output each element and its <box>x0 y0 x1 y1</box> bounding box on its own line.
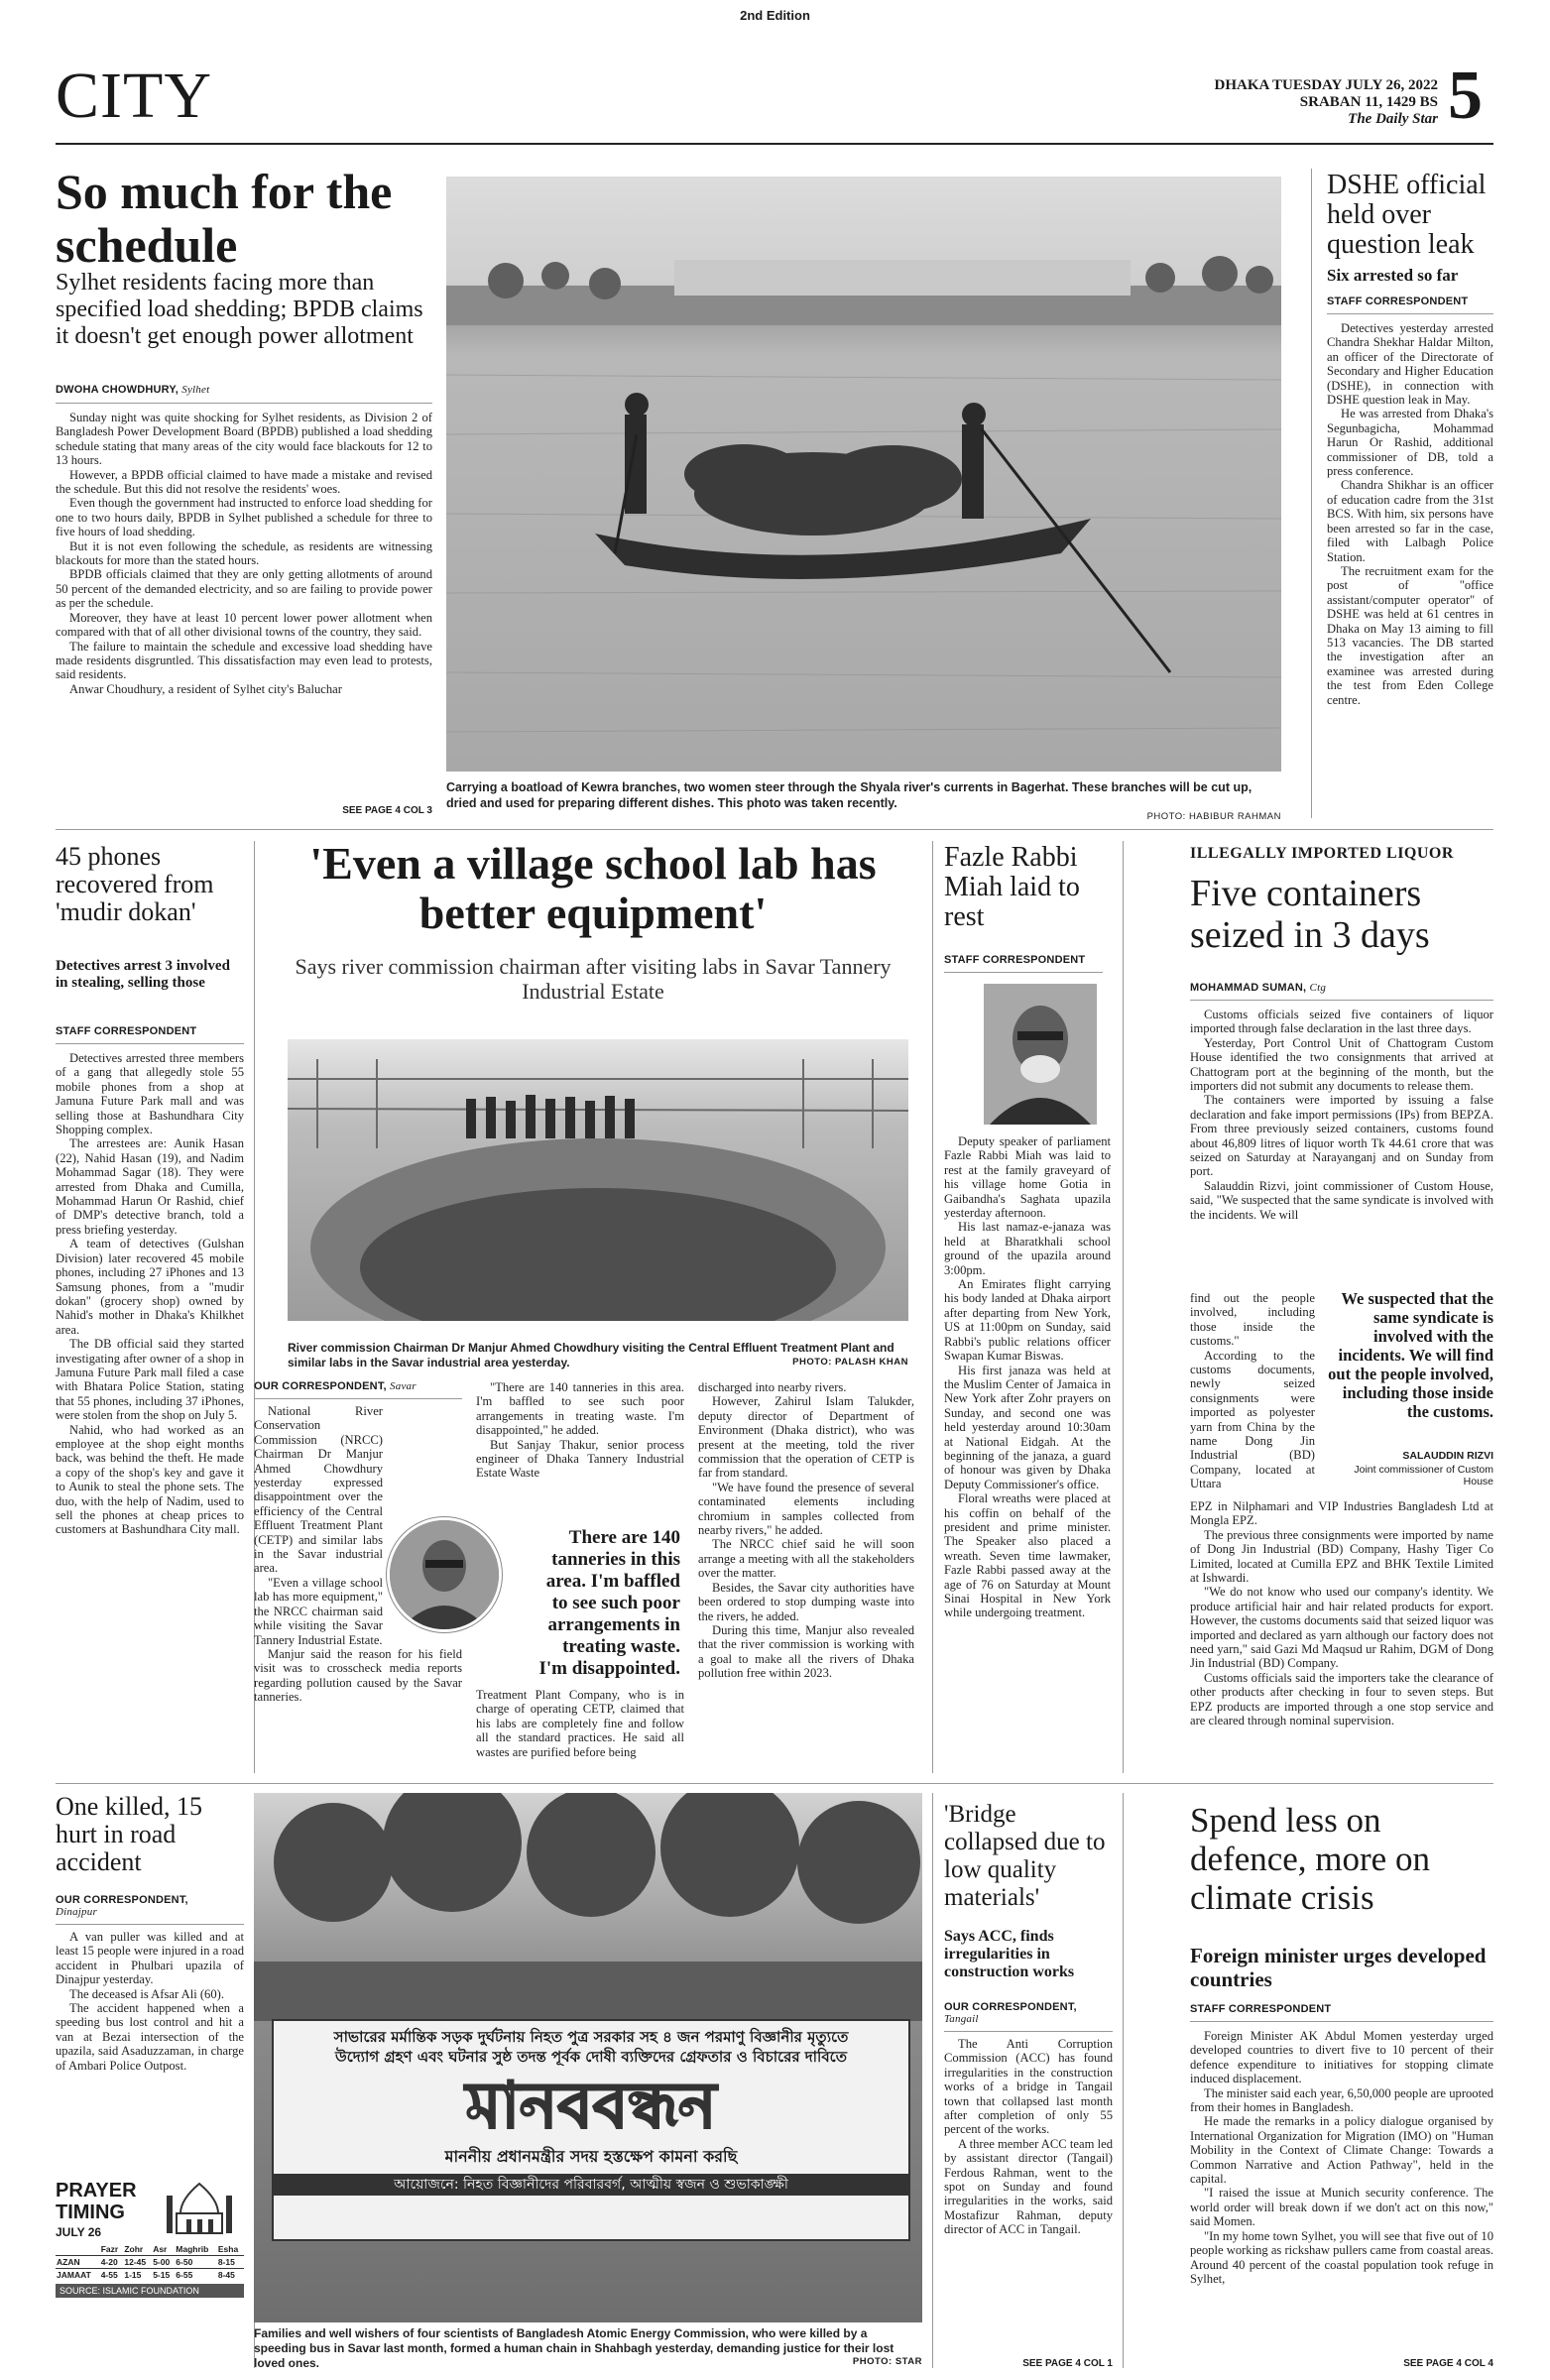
paragraph: "There are 140 tanneries in this area. I'm baffled to see such poor arrangements in treating waste. I'm disappointed," he added. <box>476 1380 684 1438</box>
prayer-date: JULY 26 <box>56 2225 102 2239</box>
fazle-body <box>944 1134 1111 1620</box>
paragraph: The previous three consignments were imported by name of Dong Jin Industrial (BD) Company, Hashy Tiger Co Limited, located at Cumilla EPZ and BHK Textile Limited at Ishwardi. <box>1190 1527 1493 1586</box>
phones-body <box>56 1051 244 1537</box>
paragraph: Yesterday, Port Control Unit of Chattogram Custom House identified the two consignments that arrived at Chattogram port at the beginning of the month, but the importers did not submit any documents to release them. <box>1190 1035 1493 1094</box>
liquor-body-top <box>1190 1008 1493 1222</box>
paragraph: The arrestees are: Aunik Hasan (22), Nahid Hasan (19), and Nadim Mohammad Sagar (18). They were arrested from Dhaka and Cumilla, Mohammad Harun Or Rashid, chief of DMP's detective branch, told a press briefing yesterday. <box>56 1136 244 1237</box>
divider <box>56 1043 244 1044</box>
climate-byline: STAFF CORRESPONDENT <box>1190 2003 1332 2015</box>
tannery-body-col2 <box>476 1380 684 1481</box>
protest-banner <box>272 2019 910 2241</box>
bridge-body <box>944 2037 1113 2237</box>
paragraph: Nahid, who had worked as an employee at the shop eight months back, was behind the theft. He made a copy of the shop's key and gave it to Aunik to steal the phone sets. The duo, with the help of Nadim, used to sell the phones at cheap prices to customers at Bashundhara City mall. <box>56 1422 244 1537</box>
tannery-headline: 'Even a village school lab has better equipment' <box>309 838 877 938</box>
liquor-body-narrow <box>1190 1291 1315 1491</box>
boat-photo-credit: PHOTO: HABIBUR RAHMAN <box>1146 811 1281 822</box>
dshe-headline: DSHE official held over question leak <box>1327 170 1487 260</box>
paragraph: "In my home town Sylhet, you will see that five out of 10 people working as rickshaw pullers came from coastal areas. Around 40 percent of the coastal population took refuge in Sylhet, <box>1190 2228 1493 2286</box>
byline-place: Tangail <box>944 2013 979 2025</box>
paragraph: The accident happened when a speeding bus lost control and hit a van at Bezai intersection of the upazila, said Asaduzzaman, in charge of Ambari Police Outpost. <box>56 2001 244 2073</box>
prayer-cell: 5-00 <box>153 2257 171 2267</box>
paragraph: A three member ACC team led by assistant director (Tangail) Ferdous Rahman, went to the spot on Sunday and found irregularities in the works, said Mostafizur Rahman, deputy director of ACC in Tangail. <box>944 2136 1113 2237</box>
prayer-header: Asr <box>153 2244 168 2254</box>
boat-photo-illustration <box>446 177 1281 772</box>
tannery-photo-illustration <box>288 1039 908 1321</box>
prayer-header-row <box>56 2243 244 2256</box>
prayer-cell: 6-55 <box>176 2270 193 2280</box>
banner-line: উদ্যোগ গ্রহণ এবং ঘটনার সুষ্ঠ তদন্ত পূর্বক দোষী ব্যক্তিদের গ্রেফতার ও বিচারের দাবিতে <box>335 2048 847 2066</box>
paragraph: find out the people involved, including those inside the customs." <box>1190 1291 1315 1349</box>
prayer-row-azan <box>56 2256 244 2269</box>
paragraph: Anwar Choudhury, a resident of Sylhet city's Baluchar <box>69 681 342 696</box>
divider <box>56 1924 244 1925</box>
dateline <box>1150 77 1438 128</box>
banner-line: সাভারের মর্মান্তিক সড়ক দুর্ঘটনায় নিহত পুত্র সরকার সহ ৪ জন পরমাণু বিজ্ঞানীর মৃত্যুতে <box>333 2028 849 2046</box>
tannery-body-col3 <box>698 1380 914 1681</box>
paragraph: But it is not even following the schedule, as residents are witnessing blackouts for more than the stated hours. <box>56 538 432 568</box>
prayer-header <box>56 2243 100 2256</box>
paragraph: The minister said each year, 6,50,000 people are uprooted from their homes in Bangladesh. <box>1190 2085 1493 2115</box>
paragraph: Customs officials seized five containers of liquor imported through false declaration in the last three days. <box>1190 1008 1493 1036</box>
prayer-row-jamaat <box>56 2269 244 2282</box>
load-shedding-headline: So much for the schedule <box>56 164 393 273</box>
prayer-source: SOURCE: ISLAMIC FOUNDATION <box>56 2284 244 2298</box>
page-number: 5 <box>1448 58 1483 134</box>
paragraph: Treatment Plant Company, who is in charge of operating CETP, claimed that his labs are completely fine and follow all the standard practices. He said all wastes are purified before being <box>476 1688 684 1759</box>
paragraph: His first janaza was held at the Muslim Center of Jamaica in New York after Zohr prayers on Sunday, and second one was held yesterday around 10:30am at National Eidgah. At the beginning of the janaza, a guard of honour was given by Dhaka Deputy Commissioner's office. <box>944 1363 1111 1491</box>
tannery-byline <box>254 1380 462 1392</box>
human-chain-credit: PHOTO: STAR <box>852 2356 922 2367</box>
divider <box>254 1398 462 1399</box>
paragraph: discharged into nearby rivers. <box>698 1380 847 1394</box>
human-chain-photo <box>254 1793 922 2322</box>
byline-name: OUR CORRESPONDENT, <box>254 1380 387 1392</box>
phones-byline: STAFF CORRESPONDENT <box>56 1025 197 1037</box>
byline-place: Savar <box>390 1380 417 1392</box>
prayer-cell: JAMAAT <box>57 2270 91 2280</box>
prayer-cell: 1-15 <box>124 2270 142 2280</box>
paragraph: Manjur said the reason for his field visit was to crosscheck media reports regarding pollution caused by the Savar tanneries. <box>254 1646 462 1705</box>
column-divider <box>1123 841 1124 1773</box>
phones-subhead: Detectives arrest 3 involved in stealing, selling those <box>56 958 230 991</box>
fazle-headline: Fazle Rabbi Miah laid to rest <box>944 842 1080 932</box>
paper-name: The Daily Star <box>1348 111 1438 127</box>
boat-photo <box>446 177 1281 772</box>
column-divider <box>932 841 933 1773</box>
liquor-headline: Five containers seized in 3 days <box>1190 873 1430 956</box>
liquor-body-bottom <box>1190 1499 1493 1728</box>
load-shedding-body <box>56 411 432 696</box>
liquor-quote-title: Joint commissioner of Custom House <box>1354 1464 1493 1488</box>
divider <box>56 403 432 404</box>
paragraph: "Even a village school lab has more equipment," the NRCC chairman said while visiting the Savar Tannery Industrial Estate. <box>254 1575 383 1647</box>
see-jump-link[interactable]: SEE PAGE 4 COL 3 <box>342 805 432 816</box>
bridge-byline <box>944 2001 1113 2025</box>
dshe-subhead: Six arrested so far <box>1327 266 1459 285</box>
divider <box>1190 1000 1493 1001</box>
paragraph: But Sanjay Thakur, senior process engineer of Dhaka Tannery Industrial Estate Waste <box>476 1437 684 1481</box>
paragraph: He made the remarks in a policy dialogue organised by International Organization for Migration (IMO) on "Human Mobility in the Context of Climate Change: Towards a Common Narrative and Action Pathway", held in the capital. <box>1190 2114 1493 2187</box>
paragraph: The failure to maintain the schedule and excessive load shedding have made residents disgruntled. This dissatisfaction may even lead to protests, said residents. <box>56 639 432 682</box>
mosque-icon <box>163 2180 236 2240</box>
paragraph: He was arrested from Dhaka's Segunbagicha, Mohammad Harun Or Rashid, additional commissioner of DB, told a press conference. <box>1327 407 1493 479</box>
column-divider <box>1311 169 1312 818</box>
prayer-cell: 5-15 <box>153 2270 171 2280</box>
paragraph: The deceased is Afsar Ali (60). <box>69 1986 224 2001</box>
paragraph: EPZ in Nilphamari and VIP Industries Bangladesh Ltd at Mongla EPZ. <box>1190 1499 1493 1528</box>
boat-photo-caption <box>446 779 1281 811</box>
climate-subhead: Foreign minister urges developed countries <box>1190 1944 1487 1991</box>
paragraph: Even though the government had instructed to enforce load shedding for one to two hours daily, BPDB in Sylhet published a schedule for three to five hours of load shedding. <box>56 496 432 539</box>
paragraph: A team of detectives (Gulshan Division) later recovered 45 mobile phones, including 27 iPhones and 13 Samsung phones, from a "mudir dokan" (grocery shop) owned by Nahid's mother in Dhaka's Khilkhet area. <box>56 1237 244 1337</box>
tannery-subhead: Says river commission chairman after visiting labs in Savar Tannery Industrial Estate <box>295 954 892 1004</box>
caption-text: River commission Chairman Dr Manjur Ahmed Chowdhury visiting the Central Effluent Treatment Plant and similar labs in the Savar industrial area yesterday. <box>288 1341 894 1369</box>
paragraph: "We have found the presence of several contaminated elements including chromium in samples collected from nearby rivers," he added. <box>698 1480 914 1538</box>
prayer-title-line1: PRAYER <box>56 2180 137 2202</box>
chairman-portrait <box>387 1517 502 1632</box>
paragraph: Detectives arrested three members of a gang that allegedly stole 55 mobile phones from a shop at Jamuna Future Park mall and was selling those at Bashundhara City Shopping complex. <box>56 1051 244 1137</box>
prayer-cell: 4-55 <box>100 2270 118 2280</box>
paragraph: A van puller was killed and at least 15 people were injured in a road accident in Phulbari upazila of Dinajpur yesterday. <box>56 1930 244 1987</box>
paragraph: Sunday night was quite shocking for Sylhet residents, as Division 2 of Bangladesh Power Development Board (BPDB) published a load shedding schedule stating that many areas of the city would face blackouts for 12 to 13 hours. <box>56 411 432 468</box>
mosque-illustration <box>163 2180 236 2235</box>
banner-title: মানববন্ধন <box>465 2070 717 2143</box>
liquor-quote-name: SALAUDDIN RIZVI <box>1402 1450 1493 1462</box>
prayer-timing-box <box>56 2180 244 2298</box>
tannery-photo <box>288 1039 908 1321</box>
climate-body <box>1190 2029 1493 2286</box>
edition-label: 2nd Edition <box>740 8 810 23</box>
phones-headline: 45 phones recovered from 'mudir dokan' <box>56 842 214 926</box>
liquor-byline <box>1190 982 1493 994</box>
divider <box>1190 2021 1493 2022</box>
dshe-byline: STAFF CORRESPONDENT <box>1327 296 1469 307</box>
section-title: CITY <box>56 60 212 132</box>
paragraph: Floral wreaths were placed at his coffin on behalf of the president and prime minister. The Speaker also placed a wreath. Seven time lawmaker, Fazle Rabbi passed away at the age of 76 on Saturday at Mount Sinai Hospital in New York while undergoing treatment. <box>944 1491 1111 1620</box>
prayer-cell: 6-50 <box>176 2257 193 2267</box>
byline-place: Ctg <box>1309 982 1327 994</box>
date-line: DHAKA TUESDAY JULY 26, 2022 <box>1214 77 1438 93</box>
tannery-photo-credit: PHOTO: PALASH KHAN <box>792 1357 908 1368</box>
paragraph: Detectives yesterday arrested Chandra Shekhar Haldar Milton, an officer of the Directorate of Secondary and Higher Education (DSHE), in connection with DSHE question leak in May. <box>1327 321 1493 408</box>
fazle-rabbi-portrait <box>984 984 1097 1125</box>
tannery-body-col2-end <box>476 1688 684 1759</box>
banner-line: আয়োজনে: নিহত বিজ্ঞানীদের পরিবারবর্গ, আত্মীয় স্বজন ও শুভাকাঙ্ক্ষী <box>274 2174 908 2196</box>
byline-place: Dinajpur <box>56 1906 97 1918</box>
tannery-pull-quote: There are 140 tanneries in this area. I'm baffled to see such poor arrangements in treating waste. I'm disappointed. <box>538 1527 680 1679</box>
paragraph: During this time, Manjur also revealed that the river commission is working with a goal to make all the rivers of Dhaka pollution free within 2023. <box>698 1622 914 1681</box>
byline-name: MOHAMMAD SUMAN, <box>1190 982 1307 994</box>
byline-name: OUR CORRESPONDENT, <box>944 2001 1077 2013</box>
accident-headline: One killed, 15 hurt in road accident <box>56 1792 203 1876</box>
caption-text: Families and well wishers of four scientists of Bangladesh Atomic Energy Commission, who were killed by a speeding bus in Savar last month, formed a human chain in Shahbagh yesterday, demanding justice for their lost loved ones. <box>254 2326 894 2370</box>
accident-body <box>56 1930 244 2073</box>
see-jump-link[interactable]: SEE PAGE 4 COL 4 <box>1403 2358 1493 2369</box>
byline-place: Sylhet <box>181 384 210 396</box>
paragraph: Moreover, they have at least 10 percent lower power allotment when compared with that of all other divisional towns of the country, they said. <box>56 610 432 640</box>
see-jump-link[interactable]: SEE PAGE 4 COL 1 <box>1022 2358 1113 2369</box>
prayer-header: Maghrib <box>176 2244 209 2254</box>
portrait-illustration <box>390 1520 499 1629</box>
byline-name: OUR CORRESPONDENT, <box>56 1894 188 1906</box>
prayer-cell: AZAN <box>57 2257 80 2267</box>
paragraph: The NRCC chief said he will soon arrange a meeting with all the stakeholders over the matter. <box>698 1537 914 1581</box>
paragraph: National River Conservation Commission (NRCC) Chairman Dr Manjur Ahmed Chowdhury yesterday expressed disappointment over the efficiency of the Central Effluent Treatment Plant (CETP) and similar labs in the Savar industrial area. <box>254 1404 383 1576</box>
liquor-pull-quote: We suspected that the same syndicate is involved with the incidents. We will find out the people involved, including those inside the customs. <box>1328 1289 1493 1421</box>
load-shedding-subhead: Sylhet residents facing more than specified load shedding; BPDB claims it doesn't get enough power allotment <box>56 270 423 349</box>
paragraph: According to the customs documents, newly seized consignments were imported as polyester yarn from China by the name Dong Jin Industrial (BD) Company, located at Uttara <box>1190 1348 1315 1491</box>
paragraph: Customs officials said the importers take the clearance of other products after checking in four to seven steps. But EPZ products are imported through a one stop service and are cleared through nominal supervision. <box>1190 1670 1493 1728</box>
divider <box>1327 313 1493 314</box>
paragraph: An Emirates flight carrying his body landed at Dhaka airport after departing from New York, US at 11:00pm on Sunday, said Rabbi's public relations officer Swapan Kumar Biswas. <box>944 1277 1111 1364</box>
prayer-title-line2: TIMING <box>56 2202 125 2223</box>
byline-name: DWOHA CHOWDHURY, <box>56 384 179 396</box>
paragraph: Deputy speaker of parliament Fazle Rabbi Miah was laid to rest at the family graveyard of his village home Gotia in Gaibandha's Saghata upazila yesterday afternoon. <box>944 1134 1111 1221</box>
banner-line: মাননীয় প্রধানমন্ত্রীর সদয় হস্তক্ষেপ কামনা করছি <box>444 2147 738 2166</box>
column-divider <box>932 1793 933 2368</box>
paragraph: The recruitment exam for the post of "office assistant/computer operator" of DSHE was held at 61 centres in Dhaka on May 13 aiming to fill 513 vacancies. The DB started the investigation after an examinee was arrested during the test from Eden College centre. <box>1327 563 1493 707</box>
accident-byline <box>56 1894 244 1918</box>
dshe-body <box>1327 321 1493 707</box>
paragraph: Salauddin Rizvi, joint commissioner of Custom House, said, "We suspected that the same syndicate is involved with the incidents. We will <box>1190 1178 1493 1222</box>
paragraph: However, a BPDB official claimed to have made a mistake and revised the schedule. But this did not resolve the residents' woes. <box>56 467 432 497</box>
prayer-cell: 8-15 <box>217 2257 235 2267</box>
bridge-headline: 'Bridge collapsed due to low quality materials' <box>944 1801 1106 1911</box>
prayer-cell: 12-45 <box>124 2257 147 2267</box>
caption-text: Carrying a boatload of Kewra branches, two women steer through the Shyala river's currents in Bagerhat. These branches will be cut up, dried and used for preparing different dishes. This photo was taken recently. <box>446 780 1252 810</box>
paragraph: His last namaz-e-janaza was held at Bharatkhali school ground of the upazila around 3:00pm. <box>944 1220 1111 1277</box>
prayer-header: Zohr <box>124 2244 144 2254</box>
paragraph: Besides, the Savar city authorities have been ordered to stop dumping waste into the rivers, he added. <box>698 1580 914 1623</box>
paragraph: The DB official said they started investigating after owner of a shop in Jamuna Future Park mall filed a case with Bhatara Police Station, stating that 55 phones, including 37 iPhones, were stolen from the shop on July 5. <box>56 1337 244 1423</box>
divider <box>944 2031 1113 2032</box>
paragraph: Foreign Minister AK Abdul Momen yesterday urged developed countries to divert five to 10 percent of their defence expenditure to initiatives for stopping climate induced displacement. <box>1190 2029 1493 2086</box>
divider <box>944 972 1103 973</box>
liquor-kicker: ILLEGALLY IMPORTED LIQUOR <box>1190 845 1454 862</box>
prayer-header: Esha <box>217 2244 239 2254</box>
column-divider <box>1123 1793 1124 2368</box>
prayer-table <box>56 2243 244 2281</box>
load-shedding-byline <box>56 384 432 396</box>
bridge-subhead: Says ACC, finds irregularities in construction works <box>944 1928 1075 1980</box>
section-divider <box>56 1783 1493 1784</box>
paragraph: The Anti Corruption Commission (ACC) has found irregularities in the construction works of a bridge in Tangail town that collapsed last month after completion of only 55 percent of the works. <box>944 2037 1113 2137</box>
paragraph: "I raised the issue at Munich security conference. The world order will break down if we don't act on this now," said Momen. <box>1190 2186 1493 2229</box>
prayer-header: Fazr <box>100 2244 119 2254</box>
prayer-cell: 8-45 <box>217 2270 235 2280</box>
paragraph: BPDB officials claimed that they are only getting allotments of around 50 percent of the demanded electricity, and so are failing to provide power as per the schedule. <box>56 567 432 611</box>
paragraph: The containers were imported by issuing a false declaration and fake import permissions (IPs) from BEPZA. From three previously seized containers, customs found about 46,809 litres of liquor worth Tk 44.61 crore that was seized on Saturday at Narayanganj and on Sunday from port. <box>1190 1093 1493 1179</box>
section-divider <box>56 829 1493 830</box>
paragraph: Chandra Shikhar is an officer of education cadre from the 31st BCS. With him, six persons have been arrested so far in the case, filed with Lalbagh Police Station. <box>1327 478 1493 564</box>
masthead-rule <box>56 143 1493 145</box>
climate-headline: Spend less on defence, more on climate crisis <box>1190 1801 1430 1917</box>
prayer-cell: 4-20 <box>100 2257 118 2267</box>
fazle-byline: STAFF CORRESPONDENT <box>944 954 1086 966</box>
paragraph: "We do not know who used our company's identity. We produce artificial hair and hair related products for export. However, the customs documents said that seized liquor was imported and declared as yarn although our factory does not need yarn," said Gazi Md Maqsud ur Rahim, DGM of Dong Jin Industrial (BD) Company. <box>1190 1585 1493 1671</box>
bangla-date-line: SRABAN 11, 1429 BS <box>1299 94 1438 110</box>
paragraph: However, Zahirul Islam Talukder, deputy director of Department of Environment (Dhaka district), who was present at the meeting, told the river commission that the operation of CETP is far from standard. <box>698 1394 914 1481</box>
portrait-illustration <box>984 984 1097 1125</box>
